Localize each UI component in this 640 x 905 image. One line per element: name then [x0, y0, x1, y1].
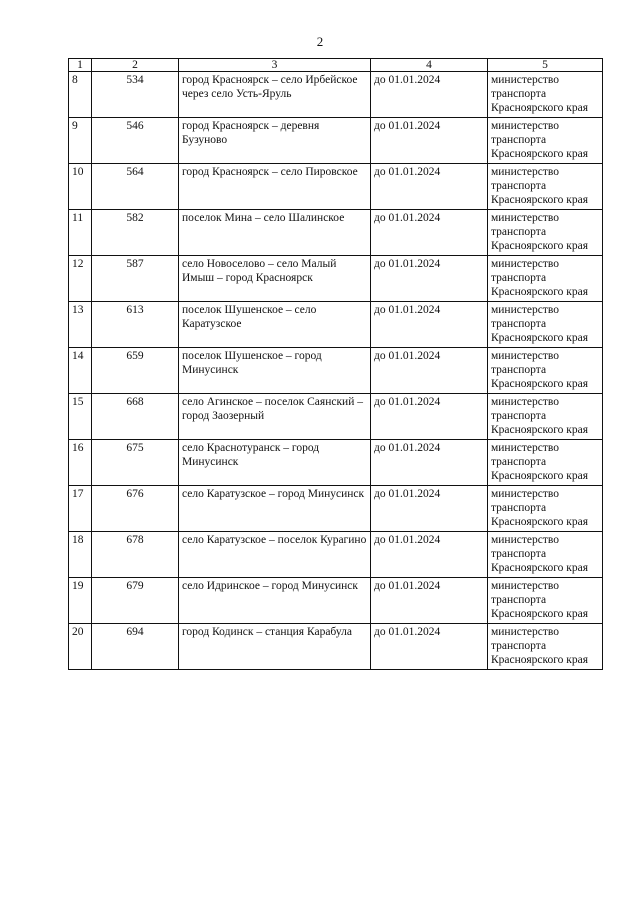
row-number-cell: 13: [69, 302, 92, 348]
term-cell: до 01.01.2024: [371, 72, 488, 118]
route-number-cell: 613: [92, 302, 179, 348]
table-row: [69, 256, 603, 302]
route-name-cell: город Красноярск – село Пировское: [179, 164, 371, 210]
column-header-1: 1: [69, 59, 92, 72]
authority-cell: министерство транспорта Красноярского края: [488, 118, 603, 164]
column-header-2: 2: [92, 59, 179, 72]
table-row: [69, 624, 603, 670]
column-header-4: 4: [371, 59, 488, 72]
authority-cell: министерство транспорта Красноярского края: [488, 486, 603, 532]
term-cell: до 01.01.2024: [371, 118, 488, 164]
term-cell: до 01.01.2024: [371, 486, 488, 532]
row-number-cell: 20: [69, 624, 92, 670]
table-row: [69, 118, 603, 164]
route-name-cell: село Агинское – поселок Саянский – город Заозерный: [179, 394, 371, 440]
table-row: [69, 348, 603, 394]
authority-cell: министерство транспорта Красноярского края: [488, 348, 603, 394]
authority-cell: министерство транспорта Красноярского края: [488, 72, 603, 118]
term-cell: до 01.01.2024: [371, 164, 488, 210]
authority-cell: министерство транспорта Красноярского края: [488, 578, 603, 624]
route-number-cell: 679: [92, 578, 179, 624]
route-name-cell: поселок Шушенское – село Каратузское: [179, 302, 371, 348]
table-row: [69, 72, 603, 118]
table-row: [69, 578, 603, 624]
route-number-cell: 659: [92, 348, 179, 394]
route-name-cell: село Новоселово – село Малый Имыш – город Красноярск: [179, 256, 371, 302]
route-name-cell: село Каратузское – город Минусинск: [179, 486, 371, 532]
table-row: [69, 394, 603, 440]
term-cell: до 01.01.2024: [371, 578, 488, 624]
routes-table: [68, 58, 603, 670]
route-number-cell: 675: [92, 440, 179, 486]
table-row: [69, 302, 603, 348]
table-row: [69, 532, 603, 578]
route-number-cell: 678: [92, 532, 179, 578]
term-cell: до 01.01.2024: [371, 532, 488, 578]
table-row: [69, 486, 603, 532]
route-name-cell: село Краснотуранск – город Минусинск: [179, 440, 371, 486]
route-number-cell: 582: [92, 210, 179, 256]
row-number-cell: 16: [69, 440, 92, 486]
authority-cell: министерство транспорта Красноярского края: [488, 624, 603, 670]
row-number-cell: 18: [69, 532, 92, 578]
route-number-cell: 587: [92, 256, 179, 302]
table-row: [69, 440, 603, 486]
column-header-5: 5: [488, 59, 603, 72]
route-name-cell: село Идринское – город Минусинск: [179, 578, 371, 624]
authority-cell: министерство транспорта Красноярского края: [488, 164, 603, 210]
authority-cell: министерство транспорта Красноярского края: [488, 256, 603, 302]
term-cell: до 01.01.2024: [371, 440, 488, 486]
table-header-row: [69, 59, 603, 72]
term-cell: до 01.01.2024: [371, 210, 488, 256]
row-number-cell: 17: [69, 486, 92, 532]
authority-cell: министерство транспорта Красноярского края: [488, 440, 603, 486]
route-number-cell: 546: [92, 118, 179, 164]
route-name-cell: город Красноярск – деревня Бузуново: [179, 118, 371, 164]
authority-cell: министерство транспорта Красноярского края: [488, 210, 603, 256]
row-number-cell: 8: [69, 72, 92, 118]
row-number-cell: 11: [69, 210, 92, 256]
row-number-cell: 19: [69, 578, 92, 624]
authority-cell: министерство транспорта Красноярского края: [488, 302, 603, 348]
row-number-cell: 12: [69, 256, 92, 302]
row-number-cell: 14: [69, 348, 92, 394]
term-cell: до 01.01.2024: [371, 624, 488, 670]
table-row: [69, 210, 603, 256]
authority-cell: министерство транспорта Красноярского края: [488, 532, 603, 578]
row-number-cell: 9: [69, 118, 92, 164]
route-name-cell: село Каратузское – поселок Курагино: [179, 532, 371, 578]
term-cell: до 01.01.2024: [371, 302, 488, 348]
route-name-cell: город Красноярск – село Ирбейское через село Усть-Яруль: [179, 72, 371, 118]
term-cell: до 01.01.2024: [371, 256, 488, 302]
route-name-cell: город Кодинск – станция Карабула: [179, 624, 371, 670]
route-name-cell: поселок Шушенское – город Минусинск: [179, 348, 371, 394]
route-name-cell: поселок Мина – село Шалинское: [179, 210, 371, 256]
route-number-cell: 676: [92, 486, 179, 532]
page-number: 2: [316, 34, 324, 49]
authority-cell: министерство транспорта Красноярского края: [488, 394, 603, 440]
route-number-cell: 694: [92, 624, 179, 670]
term-cell: до 01.01.2024: [371, 394, 488, 440]
route-number-cell: 668: [92, 394, 179, 440]
route-number-cell: 534: [92, 72, 179, 118]
row-number-cell: 15: [69, 394, 92, 440]
column-header-3: 3: [179, 59, 371, 72]
route-number-cell: 564: [92, 164, 179, 210]
table-row: [69, 164, 603, 210]
term-cell: до 01.01.2024: [371, 348, 488, 394]
row-number-cell: 10: [69, 164, 92, 210]
